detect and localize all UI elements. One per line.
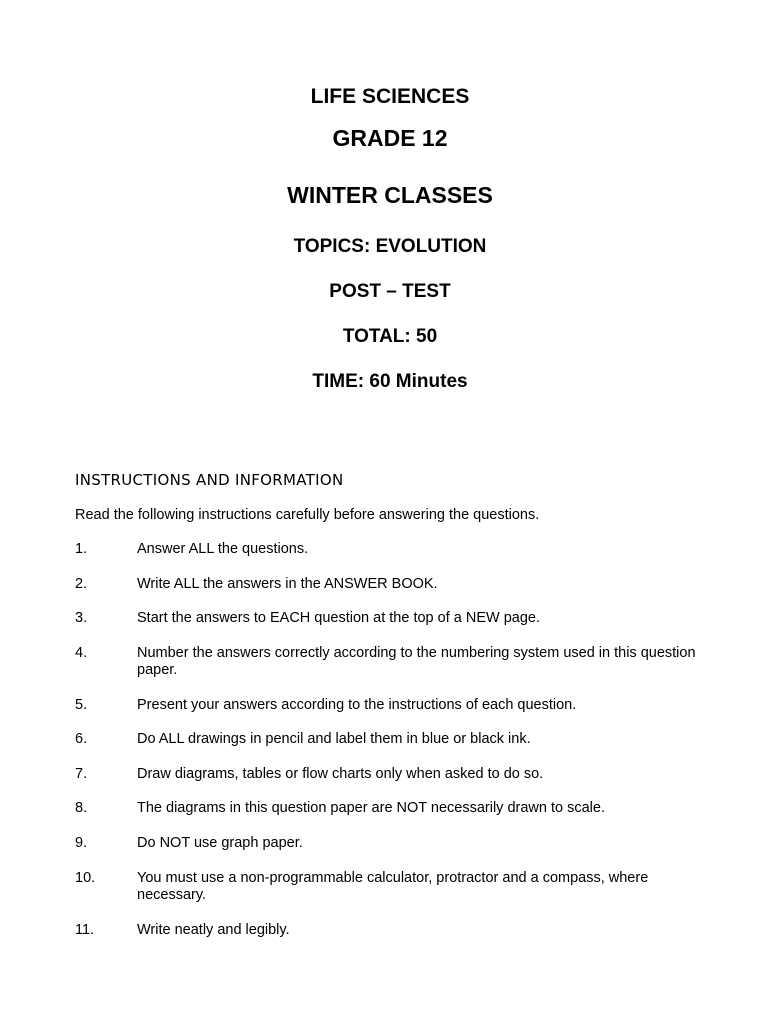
instruction-number: 2. [75,576,88,592]
instruction-number: 6. [75,731,88,747]
grade-heading: GRADE 12 [332,125,448,151]
instruction-text: The diagrams in this question paper are NOT necessarily drawn to scale. [137,800,605,816]
subject-heading: LIFE SCIENCES [310,85,470,108]
total-marks: TOTAL: 50 [342,326,438,347]
instruction-text: Answer ALL the questions. [137,541,309,557]
instruction-number: 7. [75,766,88,782]
instruction-text: Do ALL drawings in pencil and label them in blue or black ink. [137,731,531,747]
instructions-title: INSTRUCTIONS AND INFORMATION [75,471,344,489]
instruction-number: 4. [75,645,88,661]
instruction-text: Present your answers according to the instructions of each question. [137,697,577,713]
instruction-text: You must use a non-programmable calculator, protractor and a compass, where necessary. [137,870,649,903]
instruction-text: Write neatly and legibly. [137,922,290,938]
instruction-number: 3. [75,610,88,626]
instruction-text: Write ALL the answers in the ANSWER BOOK. [137,576,438,592]
instruction-text: Draw diagrams, tables or flow charts only when asked to do so. [137,766,544,782]
instruction-number: 11. [75,922,95,938]
test-heading: POST – TEST [329,281,451,302]
instructions-intro: Read the following instructions carefully before answering the questions. [75,507,540,523]
topics-heading: TOPICS: EVOLUTION [293,236,487,257]
instruction-text: Start the answers to EACH question at the top of a NEW page. [137,610,540,626]
instruction-number: 1. [75,541,88,557]
instruction-number: 8. [75,800,88,816]
time-allowed: TIME: 60 Minutes [312,371,468,392]
classes-heading: WINTER CLASSES [287,182,493,208]
instruction-number: 10. [75,870,96,886]
instruction-text: Number the answers correctly according to the numbering system used in this question paper. [137,645,696,678]
instruction-number: 9. [75,835,88,851]
instruction-number: 5. [75,697,88,713]
instruction-text: Do NOT use graph paper. [137,835,303,851]
